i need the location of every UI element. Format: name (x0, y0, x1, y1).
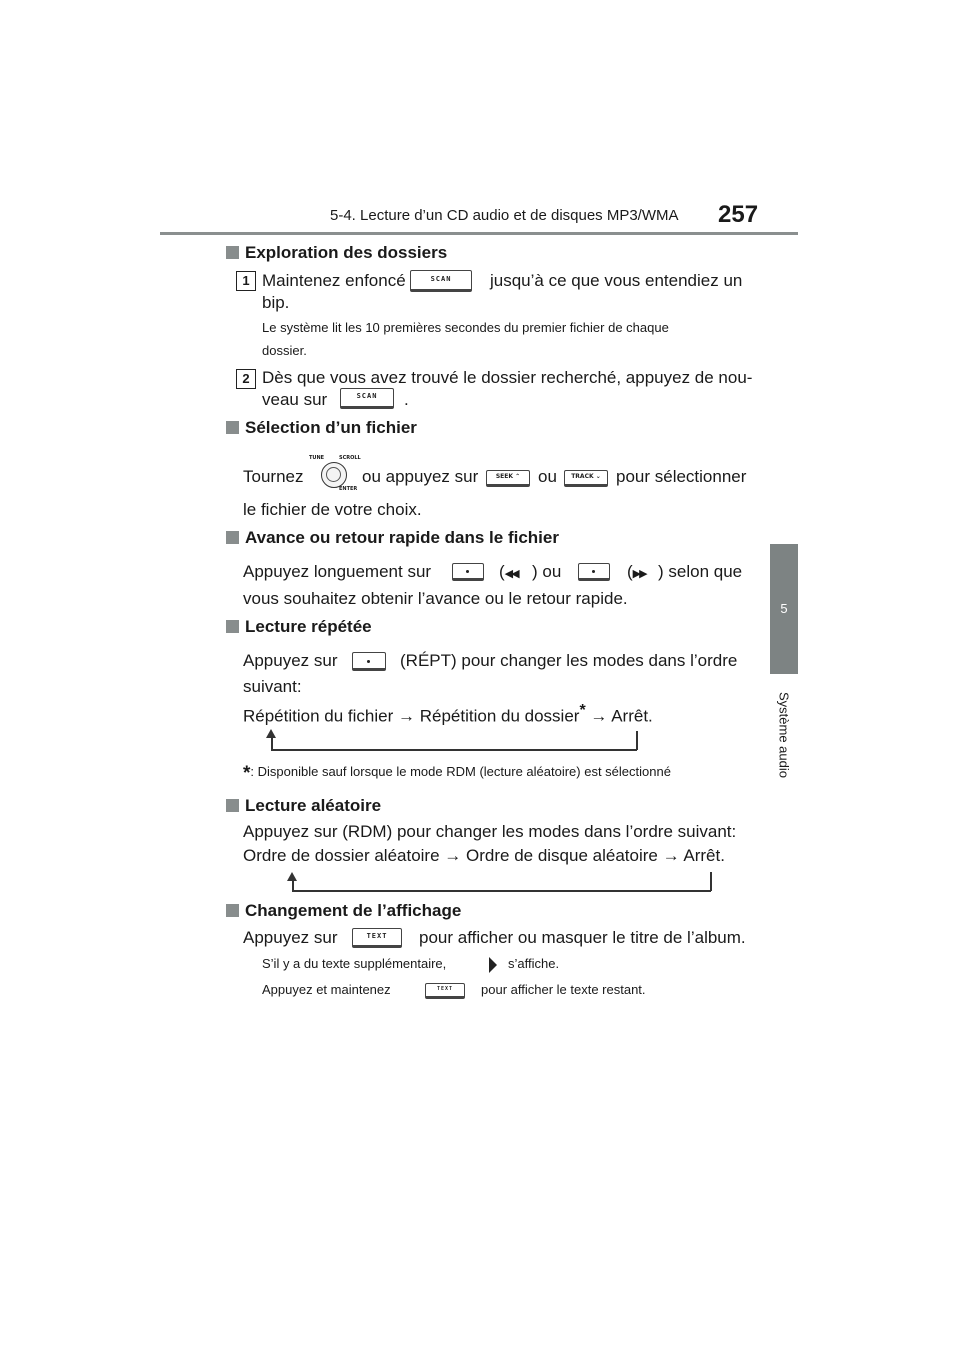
arrow-up-icon (287, 872, 297, 881)
preset-button-icon (352, 652, 386, 671)
avance-text-b: ) ou (532, 562, 562, 581)
note-text: Le système lit les 10 premières secondes du premier fichier de chaque (262, 320, 669, 335)
chapter-label (772, 680, 796, 790)
heading-exploration: Exploration des dossiers (226, 243, 447, 263)
avance-text-c: ) selon que (658, 562, 743, 581)
repetee-text-line2: suivant: (243, 677, 302, 696)
affichage-note2-a: Appuyez et maintenez (262, 982, 391, 997)
step1-text-a: Maintenez enfoncé (262, 271, 406, 290)
text-button-icon: TEXT (425, 983, 465, 999)
chapter-label-text: Système audio (776, 692, 792, 778)
repetee-text-b: (RÉPT) pour changer les modes dans l’ordre (400, 651, 738, 670)
affichage-text-a: Appuyez sur (243, 928, 338, 947)
loop-arrow-line (710, 872, 712, 891)
text-button-icon: TEXT (352, 928, 402, 948)
affichage-note2-b: pour afficher le texte restant. (481, 982, 646, 997)
note-text: dossier. (262, 343, 307, 358)
header-divider (160, 232, 798, 235)
rewind-icon: ◀◀ (504, 568, 518, 580)
step1-text-c: bip. (262, 293, 290, 312)
bullet-square-icon (226, 904, 239, 917)
selection-text-b: ou appuyez sur (362, 467, 479, 486)
fast-forward-icon: ▶▶ (632, 568, 646, 580)
heading-affichage: Changement de l’affichage (226, 901, 461, 921)
chapter-number: 5 (780, 601, 788, 616)
forward-paren: (▶▶ (627, 562, 646, 581)
footnote: *: Disponible sauf lorsque le mode RDM (lecture aléatoire) est sélectionné (243, 763, 671, 784)
page-number: 257 (718, 201, 759, 228)
rewind-paren: (◀◀ (499, 562, 518, 581)
step2-text-b: veau sur (262, 390, 328, 409)
bullet-square-icon (226, 421, 239, 434)
avance-text-line2: vous souhaitez obtenir l’avance ou le retour rapide. (243, 589, 628, 608)
scan-button-icon: SCAN (340, 388, 394, 409)
selection-text-line2: le fichier de votre choix. (243, 500, 422, 519)
heading-repetee: Lecture répétée (226, 617, 372, 637)
preset-button-icon (452, 563, 484, 581)
step-number: 2 (236, 369, 256, 389)
bullet-square-icon (226, 620, 239, 633)
scan-button-icon: SCAN (410, 270, 472, 292)
section-title: 5-4. Lecture d’un CD audio et de disques MP3/WMA (330, 207, 679, 224)
arrow-right-icon: → (662, 846, 680, 865)
selection-text-a: Tournez (243, 467, 304, 486)
step-number: 1 (236, 271, 256, 291)
loop-arrow-line (271, 749, 637, 751)
selection-text-c: ou (538, 467, 557, 486)
affichage-text-b: pour afficher ou masquer le titre de l’album. (419, 928, 746, 947)
chapter-tab (770, 544, 798, 674)
aleatoire-sequence: Ordre de dossier aléatoire → Ordre de disque aléatoire → Arrêt. (243, 846, 725, 865)
heading-selection: Sélection d’un fichier (226, 418, 417, 438)
step2-text-c: . (404, 390, 409, 409)
step2-text-a: Dès que vous avez trouvé le dossier recherché, appuyez de nou- (262, 368, 753, 387)
heading-avance: Avance ou retour rapide dans le fichier (226, 528, 559, 548)
seek-button-icon: SEEK ⌃ (486, 470, 530, 487)
arrow-right-icon: → (444, 846, 462, 865)
bullet-square-icon (226, 531, 239, 544)
loop-arrow-line (292, 890, 711, 892)
affichage-note1-b: s’affiche. (508, 956, 560, 971)
arrow-right-icon: → (398, 706, 415, 726)
arrow-up-icon (266, 729, 276, 738)
aleatoire-text-line1: Appuyez sur (RDM) pour changer les modes dans l’ordre suivant: (243, 822, 737, 841)
heading-aleatoire: Lecture aléatoire (226, 796, 381, 816)
repetee-sequence: Répétition du fichier → Répétition du dossier* → Arrêt. (243, 702, 653, 726)
step1-text-b: jusqu’à ce que vous entendiez un (490, 271, 743, 290)
arrow-right-icon: → (590, 706, 608, 726)
affichage-note1-a: S’il y a du texte supplémentaire, (262, 956, 447, 971)
more-text-arrow-icon (489, 957, 497, 973)
track-button-icon: TRACK ⌄ (564, 470, 608, 487)
avance-text-a: Appuyez longuement sur (243, 562, 432, 581)
tune-knob-icon: TUNE SCROLL ENTER (309, 455, 361, 492)
preset-button-icon (578, 563, 610, 581)
repetee-text-a: Appuyez sur (243, 651, 338, 670)
bullet-square-icon (226, 799, 239, 812)
loop-arrow-line (636, 731, 638, 750)
bullet-square-icon (226, 246, 239, 259)
selection-text-d: pour sélectionner (616, 467, 747, 486)
